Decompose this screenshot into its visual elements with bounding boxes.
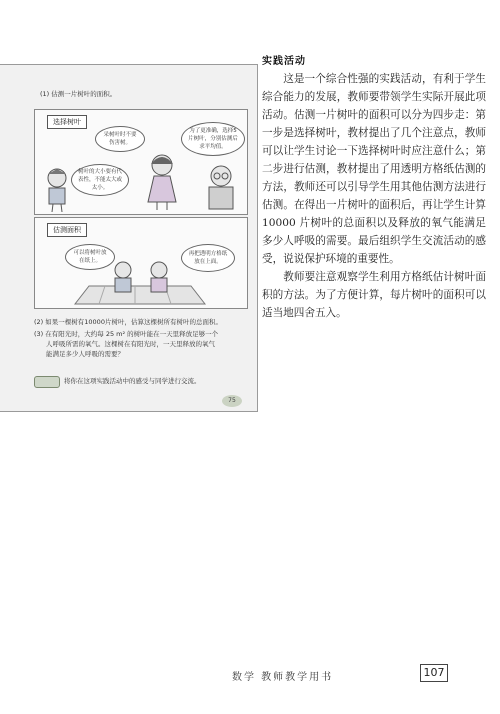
panel-estimate-area xyxy=(34,217,248,309)
speech-bubble-2: 为了更准确，选择5片树叶，分别估测后求平均值。 xyxy=(181,122,245,156)
guide-paragraph-1: 这是一个综合性强的实践活动，有利于学生综合能力的发展，教师要带领学生实际开展此项活动。估测一片树叶的面积可以分为四步走：第一步是选择树叶，教材提出了几个注意点，教师可以让学生讨论一下选择树叶时应注意什么；第二步进行估测，教材提出了用透明方格纸估测的方法，教师还可以引导学生用其他估测方法进行估测。在得出一片树叶的面积后，再让学生计算 10000 片树叶的总面积以及释放的氧气能满足多少人呼吸的需要。最后组织学生交流活动的感受，说说保护环境的重要性。 xyxy=(262,73,486,265)
panel-measure-label: 估测面积 xyxy=(47,223,87,237)
task-2-text: (2) 如果一棵树有10000片树叶，估算这棵树所有树叶的总面积。 xyxy=(34,318,222,326)
task-1-text: (1) 估测一片树叶的面积。 xyxy=(40,90,117,98)
guide-paragraph-2: 教师要注意观察学生利用方格纸估计树叶面积的方法。为了方便计算，每片树叶的面积可以适当地四舍五入。 xyxy=(262,271,486,319)
textbook-page-number: 75 xyxy=(222,395,242,407)
page-number: 107 xyxy=(420,664,448,682)
section-title: 实践活动 xyxy=(262,56,306,67)
panel-select-label: 选择树叶 xyxy=(47,115,87,129)
activity-icon xyxy=(34,376,60,388)
textbook-page-scan xyxy=(0,64,258,412)
task-3-line-1: (3) 在有阳光时，大约每 25 m² 的树叶能在一天里释放足够一个 xyxy=(34,330,219,338)
student-illustration xyxy=(41,166,73,212)
speech-bubble-5: 再把透明方格纸放在上面。 xyxy=(181,244,235,272)
students-measuring-illustration xyxy=(65,258,215,308)
student-girl-illustration xyxy=(143,152,181,210)
speech-bubble-1: 采树叶时不要伤害树。 xyxy=(95,126,145,152)
grandpa-illustration xyxy=(201,162,241,212)
activity-text: 将你在这项实践活动中的感受与同学进行交流。 xyxy=(64,377,201,385)
speech-bubble-3: 树叶的大小要有代表性，不能太大或太小。 xyxy=(71,164,129,196)
book-title-footer: 数学 教师教学用书 xyxy=(232,672,334,683)
panel-select-leaves xyxy=(34,109,248,215)
task-3-line-3: 能满足多少人呼吸的需要？ xyxy=(46,350,124,358)
task-3-line-2: 人呼吸所需的氧气。这棵树在有阳光时，一天里释放的氧气 xyxy=(46,340,215,348)
speech-bubble-4: 可以将树叶放在纸上。 xyxy=(65,244,115,270)
